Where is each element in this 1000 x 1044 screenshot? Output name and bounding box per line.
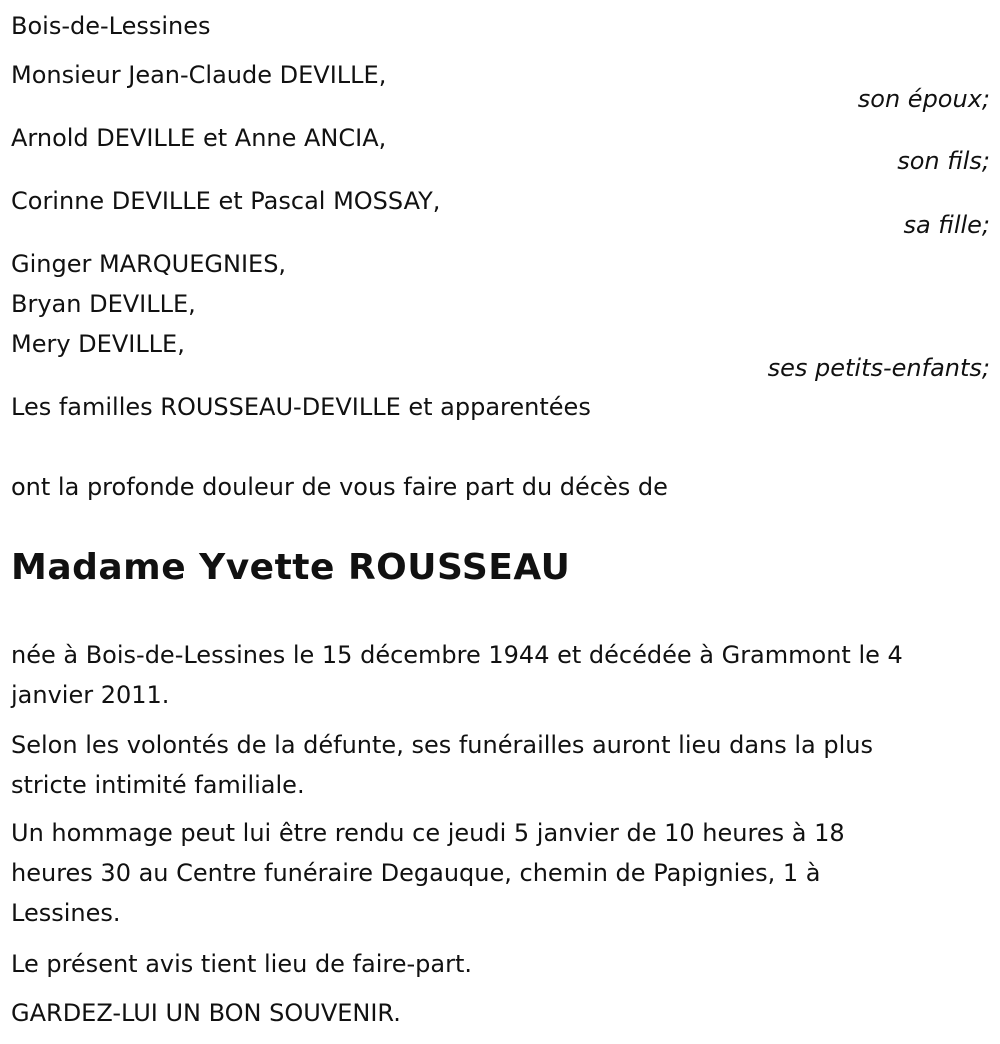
relation-son: son fils; [897, 147, 990, 175]
other-families: Les familles ROUSSEAU-DEVILLE et apparentées [11, 393, 591, 421]
announcement: ont la profonde douleur de vous faire part du décès de [11, 473, 668, 501]
grandchild-3: Mery DEVILLE, [11, 330, 185, 358]
family-member-daughter: Corinne DEVILLE et Pascal MOSSAY, [11, 187, 441, 215]
relation-grandchildren: ses petits-enfants; [767, 354, 990, 382]
location: Bois-de-Lessines [11, 12, 211, 40]
relation-spouse: son époux; [857, 85, 990, 113]
tribute-line-1: Un hommage peut lui être rendu ce jeudi 5 janvier de 10 heures à 18 [11, 819, 845, 847]
birth-death-line-2: janvier 2011. [11, 681, 170, 709]
funeral-line-1: Selon les volontés de la défunte, ses funérailles auront lieu dans la plus [11, 731, 874, 759]
tribute-line-3: Lessines. [11, 899, 121, 927]
family-member-son: Arnold DEVILLE et Anne ANCIA, [11, 124, 387, 152]
grandchild-1: Ginger MARQUEGNIES, [11, 250, 287, 278]
deceased-name: Madame Yvette ROUSSEAU [11, 547, 571, 588]
closing-text: GARDEZ-LUI UN BON SOUVENIR. [11, 999, 401, 1027]
notice-text: Le présent avis tient lieu de faire-part. [11, 950, 473, 978]
relation-daughter: sa fille; [903, 211, 990, 239]
funeral-line-2: stricte intimité familiale. [11, 771, 305, 799]
grandchild-2: Bryan DEVILLE, [11, 290, 196, 318]
birth-death-line-1: née à Bois-de-Lessines le 15 décembre 1944 et décédée à Grammont le 4 [11, 641, 903, 669]
family-member-spouse: Monsieur Jean-Claude DEVILLE, [11, 61, 387, 89]
tribute-line-2: heures 30 au Centre funéraire Degauque, chemin de Papignies, 1 à [11, 859, 821, 887]
